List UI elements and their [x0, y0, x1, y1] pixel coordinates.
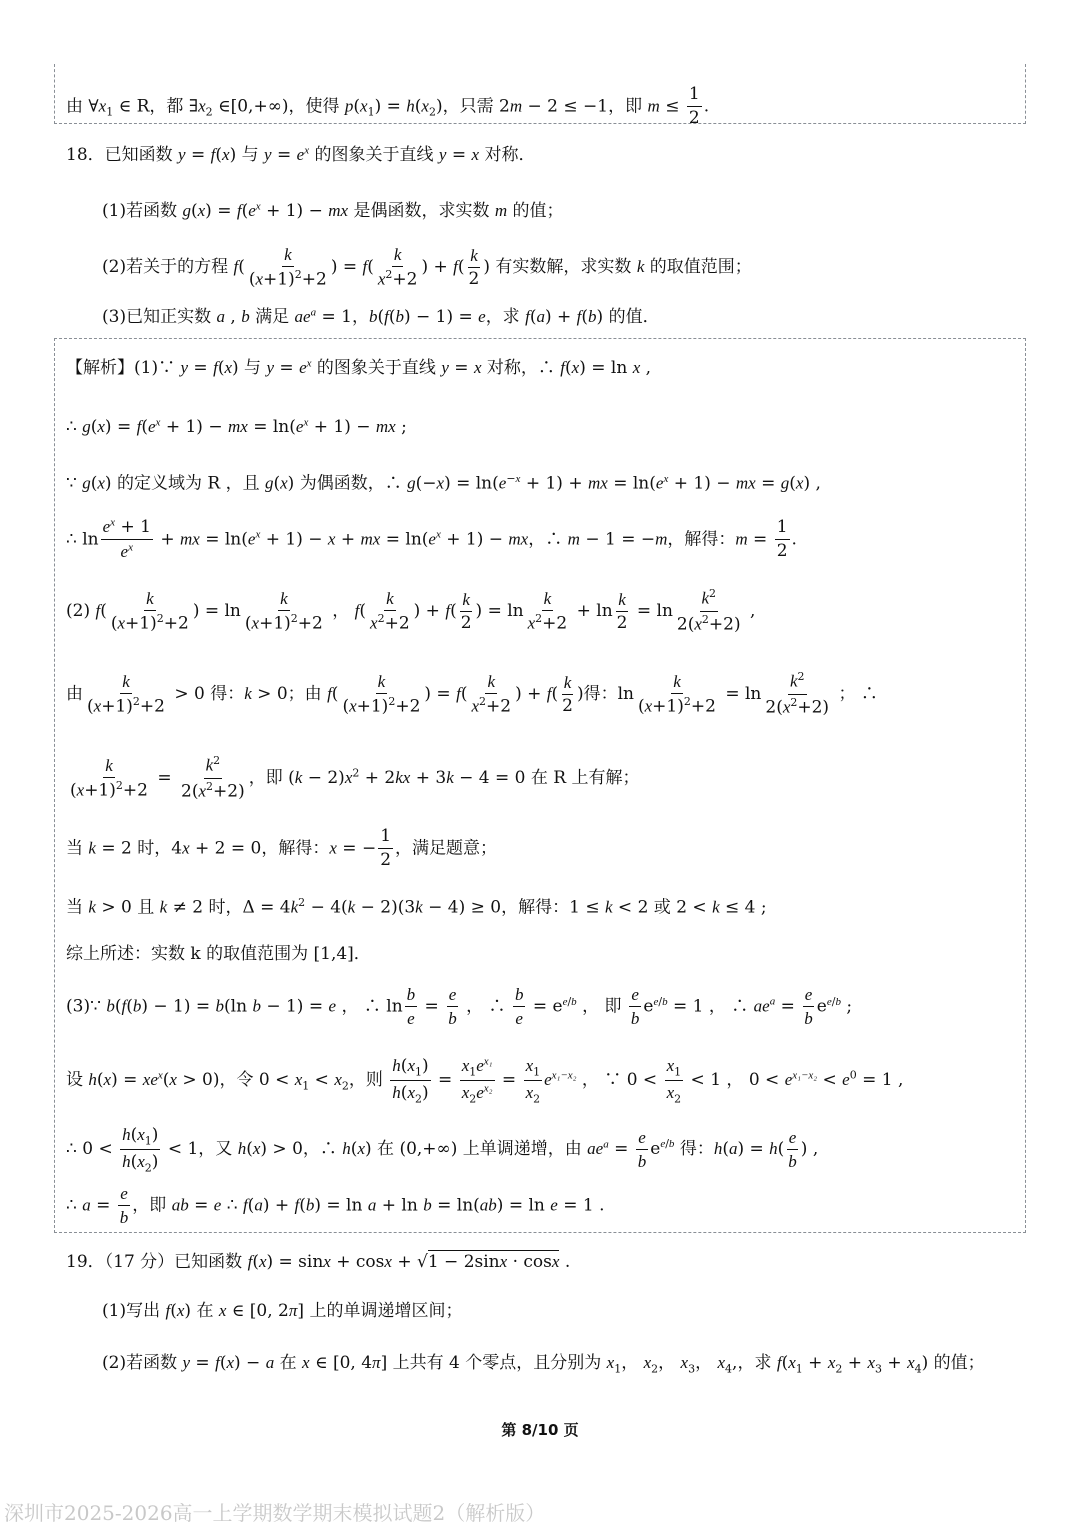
page-number: 第 8/10 页 [501, 1421, 579, 1439]
question-19-stem: 19．（17 分）已知函数 f(x) = sinx + cosx + √1 − 2sinx · cosx . [66, 1252, 571, 1272]
solution-18-line9: 当 k > 0 且 k ≠ 2 时，$\Delta = 4k^2 - 4(k - 2)(3k - 4) \ge 0$，解得：1 ≤ k < 2 或 2 < k ≤ 4 ; [66, 896, 767, 918]
solution-18-line14: ∴ a = $\frac{e}{b}$ ，即 ab = e ∴ f(a) + f(b) = ln a + ln b = ln(ab) = ln e = 1 . [66, 1184, 605, 1228]
solution-18-line7: $\frac{k}{(x+1)^2+2}$ = $\frac{k^2}{2(x^2+2)}$ ，即 $(k - 2)x^2 + 2kx + 3k - 4 = 0$ 在 R 上有解； [70, 754, 640, 802]
solution-18-line8: 当 k = 2 时，4x + 2 = 0，解得：x = − $\frac{1}{2}$ ，满足题意； [66, 826, 498, 871]
solution-18-line1: 【解析】(1)∵ y = f(x) 与 $y = e^x$ 的图象关于直线 y = x 对称，∴ f(x) = ln x , [66, 357, 652, 378]
solution-18-line10: 综上所述：实数 k 的取值范围为 [1,4]． [66, 944, 371, 964]
solution-18-line5: (2) f( $\frac{k}{(x+1)^2+2}$ ) = ln $\frac{k}{(x+1)^2+2}$ ， f( $\frac{k}{x^2+2}$ ) + f( $\frac{k}{2}$ ) = ln $\frac{k}{x^2+2}$ + ln $\frac{k}{2}$ = ln $\frac{k^2}{2(x^2+2)}$ , [66, 587, 756, 635]
solution-18-line3: ∵ g(x) 的定义域为 R ，且 g(x) 为偶函数，∴ $g(-x) = \ln(e^{-x} + 1)$ + mx = $\ln(e^x + 1)$ − mx = g(x) , [66, 472, 821, 494]
solution-18-line12: 设 $h(x) = xe^x(x > 0)$，令 $0 < x_1 < x_2$，则 $\frac{h(x_1)}{h(x_2)}$ = $\frac{x_1e^{x_1}}{x_2e^{x_2}}$ = $\frac{x_1}{x_2}$ $e^{x_1-x_2}$ ， ∵ 0 < $\frac{x_1}{x_2}$ < 1 ， $0 < e^{x_1-x_2} < e^0 = 1$ , [66, 1055, 904, 1106]
question-18-part3: (3)已知正实数 a , b 满足 $ae^a = 1$，b(f(b) − 1) = e，求 f(a) + f(b) 的值． [102, 306, 660, 327]
solution-18-line13: ∴ 0 < $\frac{h(x_1)}{h(x_2)}$ < 1，又 h(x) > 0，∴ h(x) 在 (0,+∞) 上单调递增，由 $ae^a$ = $\frac{e}{b}$ $e^{e/b}$ 得：h(a) = h( $\frac{e}{b}$ ) , [66, 1125, 819, 1175]
solution-18-line2: ∴ $g(x) = f(e^x + 1)$ − mx = $\ln(e^x + 1)$ − mx ; [66, 416, 407, 437]
question-19-part1: (1)写出 f(x) 在 x ∈ [0, 2π] 上的单调递增区间； [102, 1301, 463, 1321]
solution-18-line6: 由 $\frac{k}{(x+1)^2+2}$ > 0 得：k > 0；由 f( $\frac{k}{(x+1)^2+2}$ ) = f( $\frac{k}{x^2+2}$ ) + f( $\frac{k}{2}$ )得：ln $\frac{k}{(x+1)^2+2}$ = ln $\frac{k^2}{2(x^2+2)}$ ； ∴ [66, 670, 878, 718]
solution-18-line11: (3)∵ b(f(b) − 1) = b(ln b − 1) = e ， ∴ ln $\frac{b}{e}$ = $\frac{e}{b}$ ， ∴ $\frac{b}{e}$ = $e^{e/b}$ ， 即 $\frac{e}{b}$ $e^{e/b} = 1$ ， ∴ $ae^a$ = $\frac{e}{b}$ $e^{e/b}$ ; [66, 985, 853, 1029]
solution-18-line4: ∴ ln $\frac{e^x + 1}{e^x}$ + mx = $\ln(e^x + 1) - x$ + mx = $\ln(e^x + 1)$ − mx，∴ m − 1 = −m，解得：m = $\frac{1}{2}$ . [66, 516, 797, 562]
question-18-part1: (1)若函数 $g(x) = f(e^x + 1)$ − mx 是偶函数，求实数 m 的值； [102, 200, 564, 221]
question-19-part2: (2)若函数 y = f(x) − a 在 x ∈ [0, 4π] 上共有 4 个零点，且分别为 $x_1$， $x_2$， $x_3$， $x_4$,，求 $f(x_1 + x_2 + x_3 + x_4)$ 的值； [102, 1353, 985, 1376]
previous-solution-conclusion: 由 $\forall x_1$ ∈ R，都 $\exists x_2$ ∈[0,+∞)，使得 $p(x_1) = h(x_2)$，只需 2m − 2 ≤ −1，即 m ≤ $\frac{1}{2}$ . [66, 84, 710, 129]
document-title-watermark: 深圳市2025-2026高一上学期数学期末模拟试题2（解析版） [4, 1501, 546, 1525]
question-18-part2: (2)若关于的方程 f( $\frac{k}{(x+1)^2+2}$ ) = f( $\frac{k}{x^2+2}$ ) + f( $\frac{k}{2}$ ) 有实数解，求实数 k 的取值范围； [102, 245, 752, 290]
question-18-stem: 18．已知函数 y = f(x) 与 $y = e^x$ 的图象关于直线 y = x 对称． [66, 144, 536, 165]
